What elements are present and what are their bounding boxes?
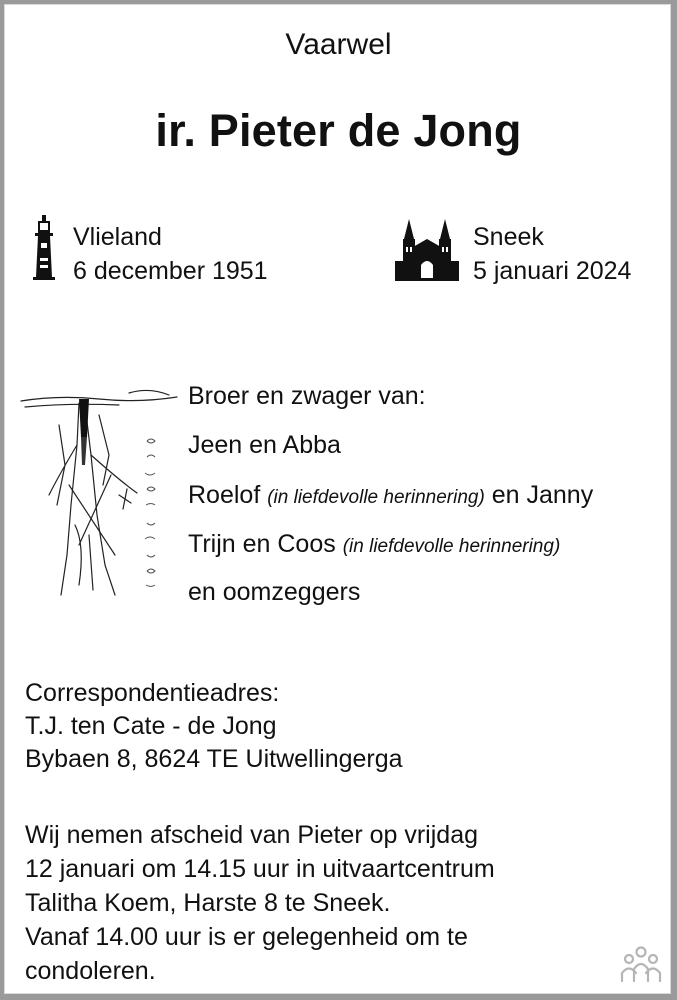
people-group-icon <box>617 945 665 985</box>
address-street: Bybaen 8, 8624 TE Uitwellingerga <box>25 745 403 773</box>
birth-place: Vlieland <box>73 223 162 251</box>
relatives-intro: Broer en zwager van: <box>188 382 426 410</box>
lighthouse-icon <box>31 213 57 281</box>
sketch-illustration <box>19 385 179 600</box>
birth-info <box>73 220 268 288</box>
ceremony-line-1: Wij nemen afscheid van Pieter op vrijdag <box>25 821 479 849</box>
relative-name-janny: en Janny <box>491 481 594 509</box>
ceremony-details <box>25 818 495 988</box>
obituary-card <box>4 4 671 994</box>
relative-name-roelof: Roelof <box>188 481 261 509</box>
address-label: Correspondentieadres: <box>25 679 280 707</box>
relatives-line-2 <box>188 481 593 510</box>
ceremony-line-2: 12 januari om 14.15 uur in uitvaartcentrum <box>25 855 495 883</box>
address-name: T.J. ten Cate - de Jong <box>25 712 277 740</box>
birth-date: 6 december 1951 <box>73 257 268 285</box>
relatives-line-4: en oomzeggers <box>188 578 361 606</box>
relatives-line-1: Jeen en Abba <box>188 431 341 459</box>
relative-name-trijn-coos: Trijn en Coos <box>188 530 336 558</box>
memorial-note: (in liefdevolle herinnering) <box>267 487 485 508</box>
ceremony-line-4: Vanaf 14.00 uur is er gelegenheid om te <box>25 923 468 951</box>
death-info <box>473 220 631 288</box>
deceased-name: ir. Pieter de Jong <box>155 105 522 156</box>
city-gate-icon <box>395 217 459 281</box>
farewell-heading: Vaarwel <box>285 28 392 61</box>
relatives-line-3 <box>188 530 560 559</box>
correspondence-address <box>25 677 403 776</box>
death-place: Sneek <box>473 223 544 251</box>
memorial-note: (in liefdevolle herinnering) <box>342 536 561 557</box>
ceremony-line-3: Talitha Koem, Harste 8 te Sneek. <box>25 889 391 917</box>
death-date: 5 januari 2024 <box>473 257 632 285</box>
ceremony-line-5: condoleren. <box>25 957 156 985</box>
